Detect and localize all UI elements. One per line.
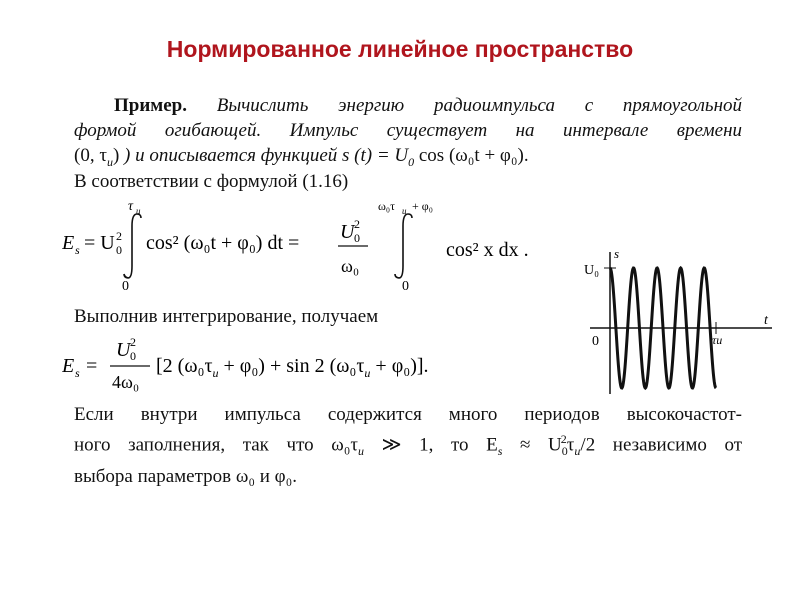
f1-integrand2: cos² x dx .: [446, 239, 529, 261]
conclusion-line-1: Если внутри импульса содержится много периодов высокочастот-: [74, 404, 742, 425]
formula-energy-integral: [62, 196, 622, 296]
f1-frac-den: ω₀: [341, 256, 360, 276]
f1-upper2-sub: и: [402, 206, 407, 216]
f2-body: [2 $(\omega_0\tau_и + \varphi_0) + \sin 2$ $(\omega_0\tau_и + \varphi_0)$].: [156, 355, 429, 380]
example-interval: (0, τ: [74, 145, 107, 166]
f1-upper2-tail: + φ₀: [412, 199, 433, 213]
graph-zero-label: 0: [592, 334, 599, 349]
f1-upper-limit-sub: и: [136, 206, 141, 216]
f1-frac-num-sup: 2: [354, 217, 360, 231]
f2-lhs-sub: s: [75, 366, 80, 380]
f2-frac-num-sub: 0: [130, 349, 136, 363]
example-line-2: формой огибающей. Импульс существует на интервале времени: [74, 120, 742, 141]
f1-integrand: cos² (ω₀t + φ₀) dt =: [146, 232, 300, 254]
f1-frac-num: U: [340, 221, 355, 243]
example-line-1: [74, 93, 742, 118]
f1-u-sub: 0: [116, 243, 122, 257]
example-paragraph: [74, 93, 742, 175]
graph-s-label: s: [614, 246, 620, 261]
conclusion-line-2: ного заполнения, так что $\omega_0\tau_и$ ≫ 1, то $E_s \approx U_0^2\tau_и/2$ независимо от: [74, 432, 742, 459]
graph-u0-label: U₀: [584, 263, 599, 278]
f1-lower-limit: 0: [122, 279, 129, 294]
example-tau-sub: и: [106, 154, 113, 169]
example-text-1: Вычислить энергию радиоимпульса с прямоугольной: [216, 95, 742, 116]
f1-upper2: ω₀τ: [378, 199, 395, 213]
f1-upper-limit: τ: [128, 199, 134, 214]
f1-lhs-sub: s: [75, 243, 80, 257]
integral-sign-icon: [124, 214, 141, 278]
pulse-graph: [576, 244, 776, 404]
f2-lhs: E: [62, 355, 75, 377]
example-label: Пример.: [114, 95, 187, 116]
example-cos: cos (ω₀t + φ₀).: [414, 145, 529, 166]
graph-t-label: t: [764, 313, 768, 328]
f1-eq-u: = U: [84, 232, 115, 254]
conclusion-line-3: выбора параметров ω₀ и φ₀.: [74, 466, 297, 488]
example-function: ) и описывается функцией s (t) = U: [124, 145, 409, 166]
conclusion-paragraph: [74, 402, 742, 489]
f2-frac-den: 4ω₀: [112, 372, 140, 392]
f1-frac-num-sub: 0: [354, 231, 360, 245]
integration-text: Выполнив интегрирование, получаем: [74, 306, 379, 327]
integral-sign-2-icon: [395, 214, 412, 278]
example-u-sub: 0: [408, 154, 415, 169]
f1-lhs: E: [62, 232, 75, 254]
page-title: Нормированное линейное пространство: [166, 36, 634, 62]
f2-eq: =: [86, 355, 98, 377]
example-line-3: (0, $\tau_и$) ) и описывается функцией s $(t) = U_0$ cos (ω₀t + φ₀).: [74, 145, 529, 169]
graph-tau-label: τи: [712, 333, 723, 347]
accordance-text: В соответствии с формулой (1.16): [74, 171, 349, 192]
f2-frac-num: U: [116, 339, 131, 361]
f1-lower2: 0: [402, 279, 409, 294]
f2-frac-num-sup: 2: [130, 335, 136, 349]
f1-u-sup: 2: [116, 229, 122, 243]
formula-energy-result: [62, 334, 492, 394]
